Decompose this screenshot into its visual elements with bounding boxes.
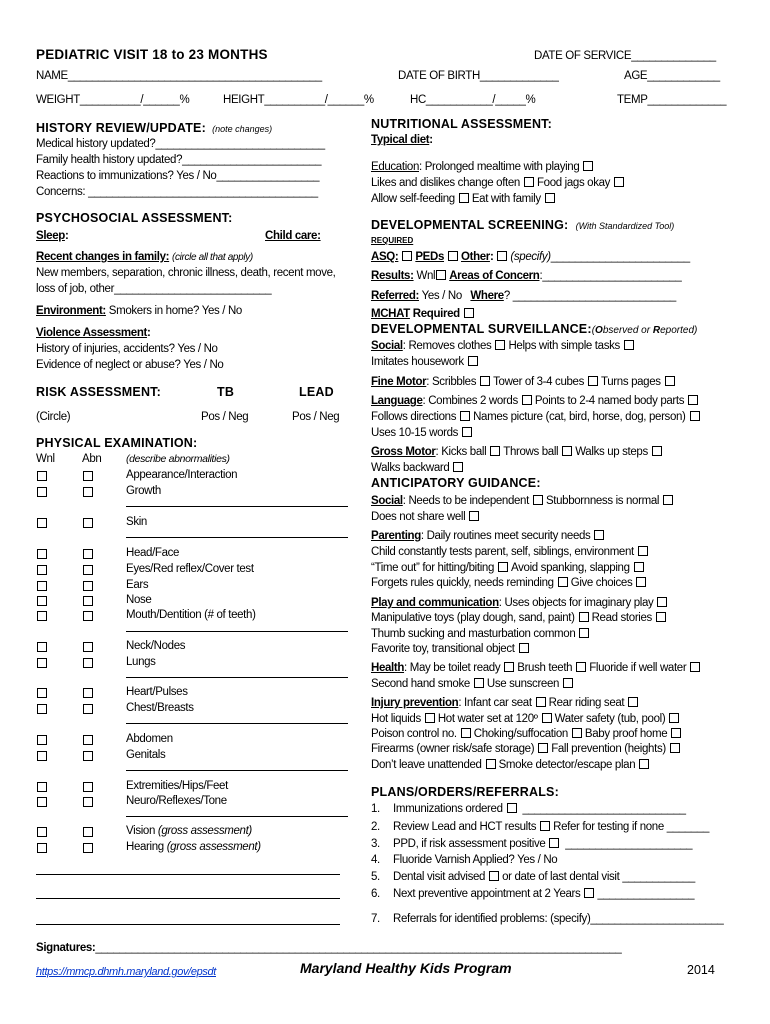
describe-abnormalities-note: (describe abnormalities) bbox=[126, 453, 230, 465]
ag-injury-row-3: Poison control no. Choking/suffocation Baby proof home bbox=[371, 727, 684, 741]
asq-row: ASQ: PEDs Other: (specify)_______________________ bbox=[371, 251, 690, 263]
checkbox-abn-vision[interactable] bbox=[83, 827, 93, 837]
exam-notes-line-growth[interactable] bbox=[126, 506, 348, 507]
nutrition-row-3: Allow self-feeding Eat with family bbox=[371, 192, 558, 206]
form-year: 2014 bbox=[687, 963, 715, 977]
recent-changes-label: Recent changes in family: (circle all that apply) bbox=[36, 251, 253, 263]
checkbox-baby-proof[interactable] bbox=[671, 728, 681, 738]
nutrition-row-2: Likes and dislikes change often Food jags okay bbox=[371, 176, 627, 190]
dev-surveillance-heading: DEVELOPMENTAL SURVEILLANCE:(Observed or Reported) bbox=[371, 322, 698, 336]
exam-label-vision: Vision (gross assessment) bbox=[126, 825, 252, 837]
exam-label-appearance: Appearance/Interaction bbox=[126, 469, 238, 481]
ag-injury-row-2: Hot liquids Hot water set at 120º Water safety (tub, pool) bbox=[371, 712, 682, 726]
checkbox-imitates-housework[interactable] bbox=[468, 356, 478, 366]
exam-label-genitals: Genitals bbox=[126, 749, 166, 761]
checkbox-abn-mouth[interactable] bbox=[83, 611, 93, 621]
checkbox-wnl-hearing[interactable] bbox=[37, 843, 47, 853]
ag-parenting-row-2: Child constantly tests parent, self, siblings, environment bbox=[371, 545, 651, 559]
checkbox-self-feeding[interactable] bbox=[459, 193, 469, 203]
checkbox-favorite-toy[interactable] bbox=[519, 643, 529, 653]
exam-notes-line-skin[interactable] bbox=[126, 537, 348, 538]
ag-health-row: Health: May be toilet ready Brush teeth Fluoride if well water bbox=[371, 661, 703, 675]
family-changes-other-field[interactable]: loss of job, other__________________________ bbox=[36, 283, 272, 295]
checkbox-wnl-nose[interactable] bbox=[37, 596, 47, 606]
checkbox-choking[interactable] bbox=[572, 728, 582, 738]
checkbox-other-tool[interactable] bbox=[497, 251, 507, 261]
checkbox-manipulative-toys[interactable] bbox=[579, 612, 589, 622]
hc-field[interactable]: HC___________/_____% bbox=[410, 94, 536, 106]
plan-item-6: 6. Next preventive appointment at 2 Years ________________ bbox=[371, 888, 695, 900]
exam-label-abdomen: Abdomen bbox=[126, 733, 173, 745]
checkbox-walks-steps[interactable] bbox=[652, 446, 662, 456]
checkbox-give-choices[interactable] bbox=[636, 577, 646, 587]
checkbox-wnl-neck[interactable] bbox=[37, 642, 47, 652]
checkbox-throws-ball[interactable] bbox=[562, 446, 572, 456]
checkbox-peds[interactable] bbox=[448, 251, 458, 261]
checkbox-child-tests[interactable] bbox=[638, 546, 648, 556]
ag-play-row-3: Thumb sucking and masturbation common bbox=[371, 627, 592, 641]
checkbox-abn-genitals[interactable] bbox=[83, 751, 93, 761]
exam-notes-line-lungs[interactable] bbox=[126, 677, 348, 678]
checkbox-body-parts[interactable] bbox=[688, 395, 698, 405]
checkbox-abn-head-face[interactable] bbox=[83, 549, 93, 559]
referred-row: Referred: Yes / No Where? ___________________________ bbox=[371, 290, 676, 302]
tb-result[interactable]: Pos / Neg bbox=[201, 411, 249, 423]
checkbox-water-safety[interactable] bbox=[669, 713, 679, 723]
height-field[interactable]: HEIGHT__________/______% bbox=[223, 94, 374, 106]
checkbox-fall-prevention[interactable] bbox=[670, 743, 680, 753]
history-heading: HISTORY REVIEW/UPDATE: (note changes) bbox=[36, 121, 273, 135]
checkbox-wnl-heart[interactable] bbox=[37, 688, 47, 698]
checkbox-scribbles[interactable] bbox=[480, 376, 490, 386]
checkbox-turns-pages[interactable] bbox=[665, 376, 675, 386]
epsdt-link[interactable]: https://mmcp.dhmh.maryland.gov/epsdt bbox=[36, 966, 216, 978]
exam-label-neck: Neck/Nodes bbox=[126, 640, 186, 652]
checkbox-smoke-detector[interactable] bbox=[639, 759, 649, 769]
plan-item-7: 7. Referrals for identified problems: (specify)______________________ bbox=[371, 913, 724, 925]
checkbox-mchat[interactable] bbox=[464, 308, 474, 318]
checkbox-thumb-sucking[interactable] bbox=[579, 628, 589, 638]
checkbox-abn-skin[interactable] bbox=[83, 518, 93, 528]
checkbox-wnl-eyes[interactable] bbox=[37, 565, 47, 575]
ag-play-row-2: Manipulative toys (play dough, sand, paint) Read stories bbox=[371, 611, 669, 625]
circle-instruction: (Circle) bbox=[36, 411, 71, 423]
checkbox-plan-6[interactable] bbox=[584, 888, 594, 898]
plans-heading: PLANS/ORDERS/REFERRALS: bbox=[371, 785, 559, 799]
anticipatory-heading: ANTICIPATORY GUIDANCE: bbox=[371, 476, 541, 490]
family-history-field[interactable]: Family health history updated?_______________________ bbox=[36, 154, 322, 166]
checkbox-hot-liquids[interactable] bbox=[425, 713, 435, 723]
checkbox-abn-lungs[interactable] bbox=[83, 658, 93, 668]
surv-language-row: Language: Combines 2 words Points to 2-4 named body parts bbox=[371, 394, 701, 408]
checkbox-prolonged-mealtime[interactable] bbox=[583, 161, 593, 171]
concerns-field[interactable]: Concerns: ______________________________________ bbox=[36, 186, 318, 198]
checkbox-stubbornness[interactable] bbox=[663, 495, 673, 505]
nutritional-heading: NUTRITIONAL ASSESSMENT: bbox=[371, 117, 552, 131]
risk-assessment-heading: RISK ASSESSMENT: bbox=[36, 385, 161, 399]
page-title: PEDIATRIC VISIT 18 to 23 MONTHS bbox=[36, 47, 268, 62]
notes-line-1[interactable] bbox=[36, 874, 340, 875]
ag-health-row-2: Second hand smoke Use sunscreen bbox=[371, 677, 576, 691]
exam-label-skin: Skin bbox=[126, 516, 147, 528]
checkbox-helps-tasks[interactable] bbox=[624, 340, 634, 350]
surv-gross-motor-row-2: Walks backward bbox=[371, 461, 466, 475]
checkbox-food-jags[interactable] bbox=[614, 177, 624, 187]
checkbox-plan-1[interactable] bbox=[507, 803, 517, 813]
checkbox-wnl-abdomen[interactable] bbox=[37, 735, 47, 745]
checkbox-abn-eyes[interactable] bbox=[83, 565, 93, 575]
checkbox-daily-routines[interactable] bbox=[594, 530, 604, 540]
checkbox-eat-with-family[interactable] bbox=[545, 193, 555, 203]
exam-label-neuro: Neuro/Reflexes/Tone bbox=[126, 795, 227, 807]
checkbox-likes-dislikes[interactable] bbox=[524, 177, 534, 187]
surv-gross-motor-row: Gross Motor: Kicks ball Throws ball Walks up steps bbox=[371, 445, 665, 459]
checkbox-read-stories[interactable] bbox=[656, 612, 666, 622]
environment-row: Environment: Smokers in home? Yes / No bbox=[36, 305, 242, 317]
checkbox-abn-appearance[interactable] bbox=[83, 471, 93, 481]
checkbox-wnl-growth[interactable] bbox=[37, 487, 47, 497]
checkbox-wnl-mouth[interactable] bbox=[37, 611, 47, 621]
checkbox-firearms[interactable] bbox=[538, 743, 548, 753]
checkbox-abn-neck[interactable] bbox=[83, 642, 93, 652]
checkbox-results-wnl[interactable] bbox=[436, 270, 446, 280]
checkbox-removes-clothes[interactable] bbox=[495, 340, 505, 350]
checkbox-hot-water[interactable] bbox=[542, 713, 552, 723]
mchat-row: MCHAT Required bbox=[371, 307, 477, 321]
exam-label-growth: Growth bbox=[126, 485, 161, 497]
ag-parenting-row: Parenting: Daily routines meet security needs bbox=[371, 529, 607, 543]
exam-label-chest: Chest/Breasts bbox=[126, 702, 194, 714]
checkbox-does-not-share[interactable] bbox=[469, 511, 479, 521]
age-field[interactable]: AGE____________ bbox=[624, 70, 720, 82]
neglect-question[interactable]: Evidence of neglect or abuse? Yes / No bbox=[36, 359, 224, 371]
ag-injury-row-4: Firearms (owner risk/safe storage) Fall prevention (heights) bbox=[371, 742, 683, 756]
checkbox-wnl-neuro[interactable] bbox=[37, 797, 47, 807]
checkbox-walks-backward[interactable] bbox=[453, 462, 463, 472]
checkbox-fluoride-well-water[interactable] bbox=[690, 662, 700, 672]
name-field[interactable]: NAME__________________________________________ bbox=[36, 70, 322, 82]
checkbox-car-seat[interactable] bbox=[536, 697, 546, 707]
plan-item-3: 3. PPD, if risk assessment positive _____________________ bbox=[371, 838, 693, 850]
surv-language-row-2: Follows directions Names picture (cat, bird, horse, dog, person) bbox=[371, 410, 703, 424]
education-row: Education: Prolonged mealtime with playing bbox=[371, 160, 596, 174]
checkbox-wnl-ears[interactable] bbox=[37, 581, 47, 591]
checkbox-abn-chest[interactable] bbox=[83, 704, 93, 714]
medical-history-field[interactable]: Medical history updated?____________________________ bbox=[36, 138, 325, 150]
ag-play-row-4: Favorite toy, transitional object bbox=[371, 642, 532, 656]
signatures-label: Signatures:_______________________________________________________________________________________ bbox=[36, 942, 622, 954]
typical-diet-label: Typical diet: bbox=[371, 134, 433, 146]
results-row: Results: Wnl Areas of Concern:_______________________ bbox=[371, 270, 682, 282]
checkbox-forgets-rules[interactable] bbox=[558, 577, 568, 587]
checkbox-unattended[interactable] bbox=[486, 759, 496, 769]
lead-heading: LEAD bbox=[299, 385, 334, 399]
ag-play-row: Play and communication: Uses objects for imaginary play bbox=[371, 596, 670, 610]
physical-exam-heading: PHYSICAL EXAMINATION: bbox=[36, 436, 198, 450]
checkbox-abn-growth[interactable] bbox=[83, 487, 93, 497]
exam-notes-line-mouth[interactable] bbox=[126, 631, 348, 632]
checkbox-plan-5[interactable] bbox=[489, 871, 499, 881]
exam-label-head-face: Head/Face bbox=[126, 547, 180, 559]
checkbox-rear-riding-seat[interactable] bbox=[628, 697, 638, 707]
checkbox-avoid-spanking[interactable] bbox=[634, 562, 644, 572]
surv-language-row-3: Uses 10-15 words bbox=[371, 426, 475, 440]
required-label: REQUIRED bbox=[371, 236, 414, 245]
checkbox-plan-2[interactable] bbox=[540, 821, 550, 831]
checkbox-asq[interactable] bbox=[402, 251, 412, 261]
ag-social-row: Social: Needs to be independent Stubbornness is normal bbox=[371, 494, 676, 508]
child-care-label: Child care: bbox=[265, 230, 321, 242]
checkbox-poison-control[interactable] bbox=[461, 728, 471, 738]
psychosocial-heading: PSYCHOSOCIAL ASSESSMENT: bbox=[36, 211, 233, 225]
checkbox-time-out[interactable] bbox=[498, 562, 508, 572]
injuries-question[interactable]: History of injuries, accidents? Yes / No bbox=[36, 343, 218, 355]
checkbox-wnl-vision[interactable] bbox=[37, 827, 47, 837]
temp-field[interactable]: TEMP_____________ bbox=[617, 94, 727, 106]
notes-line-3[interactable] bbox=[36, 924, 340, 925]
exam-label-eyes: Eyes/Red reflex/Cover test bbox=[126, 563, 254, 575]
smokers-in-home-question[interactable]: Smokers in home? Yes / No bbox=[108, 305, 242, 317]
notes-line-2[interactable] bbox=[36, 898, 340, 899]
sleep-label: Sleep: bbox=[36, 230, 69, 242]
plan-item-1: 1. Immunizations ordered ___________________________ bbox=[371, 803, 686, 815]
exam-label-heart: Heart/Pulses bbox=[126, 686, 188, 698]
checkbox-wnl-appearance[interactable] bbox=[37, 471, 47, 481]
ag-parenting-row-4: Forgets rules quickly, needs reminding Give choices bbox=[371, 576, 649, 590]
ag-parenting-row-3: “Time out” for hitting/biting Avoid spanking, slapping bbox=[371, 561, 647, 575]
violence-assessment-label: Violence Assessment: bbox=[36, 327, 151, 339]
checkbox-abn-extremities[interactable] bbox=[83, 782, 93, 792]
program-name: Maryland Healthy Kids Program bbox=[300, 960, 512, 976]
checkbox-plan-3[interactable] bbox=[549, 838, 559, 848]
checkbox-wnl-head-face[interactable] bbox=[37, 549, 47, 559]
checkbox-imaginary-play[interactable] bbox=[657, 597, 667, 607]
lead-result[interactable]: Pos / Neg bbox=[292, 411, 340, 423]
date-of-service-field[interactable]: DATE OF SERVICE______________ bbox=[534, 50, 716, 62]
exam-label-extremities: Extremities/Hips/Feet bbox=[126, 780, 228, 792]
surv-social-row-2: Imitates housework bbox=[371, 355, 481, 369]
checkbox-abn-ears[interactable] bbox=[83, 581, 93, 591]
tb-heading: TB bbox=[217, 385, 235, 399]
checkbox-uses-words[interactable] bbox=[462, 427, 472, 437]
exam-notes-line-chest[interactable] bbox=[126, 723, 348, 724]
checkbox-brush-teeth[interactable] bbox=[576, 662, 586, 672]
wnl-column-header: Wnl bbox=[36, 453, 55, 465]
plan-item-5: 5. Dental visit advised or date of last dental visit ____________ bbox=[371, 871, 695, 883]
exam-notes-line-neuro[interactable] bbox=[126, 816, 348, 817]
abn-column-header: Abn bbox=[82, 453, 102, 465]
checkbox-sunscreen[interactable] bbox=[563, 678, 573, 688]
checkbox-abn-heart[interactable] bbox=[83, 688, 93, 698]
checkbox-wnl-chest[interactable] bbox=[37, 704, 47, 714]
exam-label-lungs: Lungs bbox=[126, 656, 156, 668]
dev-screening-heading: DEVELOPMENTAL SCREENING: (With Standardized Tool) bbox=[371, 218, 675, 232]
checkbox-abn-abdomen[interactable] bbox=[83, 735, 93, 745]
checkbox-wnl-lungs[interactable] bbox=[37, 658, 47, 668]
date-of-birth-field[interactable]: DATE OF BIRTH_____________ bbox=[398, 70, 559, 82]
checkbox-abn-nose[interactable] bbox=[83, 596, 93, 606]
checkbox-second-hand-smoke[interactable] bbox=[474, 678, 484, 688]
surv-social-row: Social: Removes clothes Helps with simple tasks bbox=[371, 339, 637, 353]
checkbox-independent[interactable] bbox=[533, 495, 543, 505]
checkbox-abn-hearing[interactable] bbox=[83, 843, 93, 853]
surv-fine-motor-row: Fine Motor: Scribbles Tower of 3-4 cubes Turns pages bbox=[371, 375, 678, 389]
checkbox-wnl-skin[interactable] bbox=[37, 518, 47, 528]
ag-injury-row-5: Don’t leave unattended Smoke detector/escape plan bbox=[371, 758, 652, 772]
plan-item-2: 2. Review Lead and HCT results Refer for testing if none _______ bbox=[371, 821, 710, 833]
checkbox-wnl-extremities[interactable] bbox=[37, 782, 47, 792]
checkbox-wnl-genitals[interactable] bbox=[37, 751, 47, 761]
checkbox-names-picture[interactable] bbox=[690, 411, 700, 421]
exam-label-hearing: Hearing (gross assessment) bbox=[126, 841, 261, 853]
exam-label-ears: Ears bbox=[126, 579, 149, 591]
ag-injury-row: Injury prevention: Infant car seat Rear riding seat bbox=[371, 696, 641, 710]
checkbox-combines-words[interactable] bbox=[522, 395, 532, 405]
exam-label-nose: Nose bbox=[126, 594, 152, 606]
exam-label-mouth: Mouth/Dentition (# of teeth) bbox=[126, 609, 256, 621]
checkbox-tower-cubes[interactable] bbox=[588, 376, 598, 386]
immunization-reactions-field[interactable]: Reactions to immunizations? Yes / No_________________ bbox=[36, 170, 320, 182]
exam-notes-line-genitals[interactable] bbox=[126, 770, 348, 771]
checkbox-follows-directions[interactable] bbox=[460, 411, 470, 421]
weight-field[interactable]: WEIGHT__________/______% bbox=[36, 94, 190, 106]
signatures-line[interactable]: _______________________________________________________________________________________ bbox=[95, 942, 622, 954]
ag-social-row-2: Does not share well bbox=[371, 510, 482, 524]
checkbox-abn-neuro[interactable] bbox=[83, 797, 93, 807]
family-changes-options[interactable]: New members, separation, chronic illness, death, recent move, bbox=[36, 267, 336, 279]
plan-item-4: 4. Fluoride Varnish Applied? Yes / No bbox=[371, 854, 558, 866]
checkbox-toilet-ready[interactable] bbox=[504, 662, 514, 672]
checkbox-kicks-ball[interactable] bbox=[490, 446, 500, 456]
